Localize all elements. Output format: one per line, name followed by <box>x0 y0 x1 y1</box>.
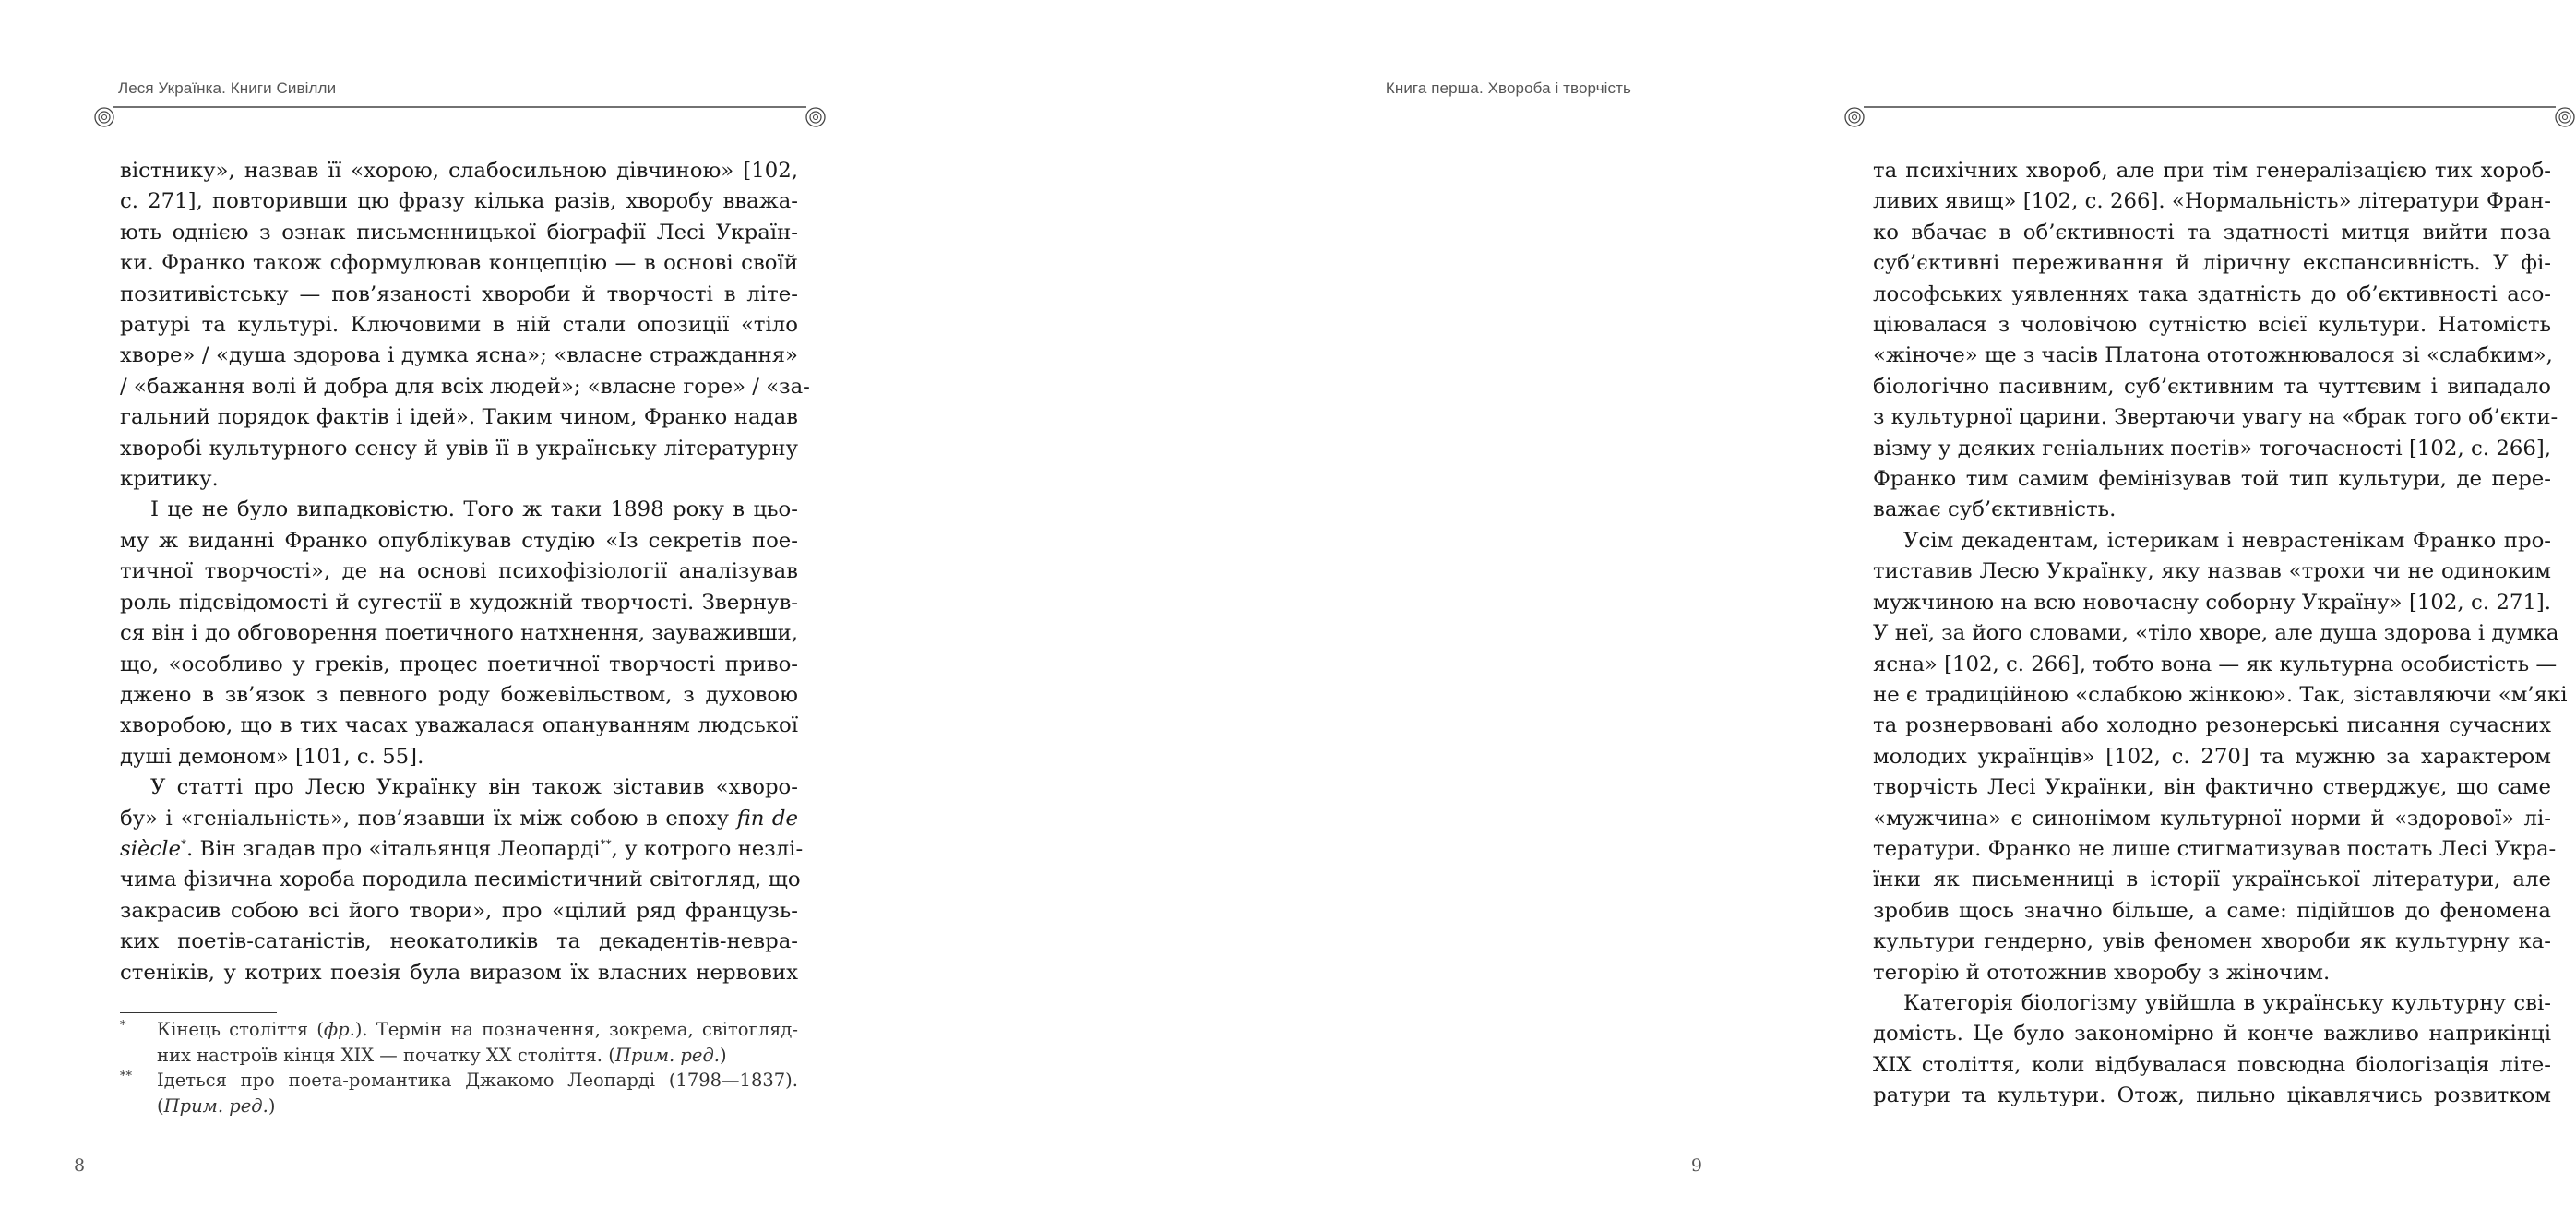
body-text-right <box>1873 156 2568 1112</box>
text-line: У неї, за його словами, «тіло хворе, але душа здорова і думка <box>1873 621 2559 646</box>
text-line: ратури та культури. Отож, пильно цікавлячись розвитком <box>1873 1083 2551 1108</box>
right-page <box>886 0 2568 1220</box>
text-line: хворобі культурного сенсу й увів її в українську літературну <box>120 436 798 460</box>
running-head-right: Книга перша. Хвороба і творчість <box>1385 79 1631 97</box>
text-line: роль підсвідомості й сугестії в художній творчості. Звернув- <box>120 590 798 615</box>
text-line: та психічних хвороб, але при тім генералізацією тих хороб- <box>1873 159 2551 183</box>
ornamental-rule-left <box>93 104 827 128</box>
text-line: ясна» [102, с. 266], тобто вона — як культурна особистість — <box>1873 652 2558 676</box>
footnote-1: * Кінець століття (фр.). Термін на позначення, зокрема, світогляд- <box>120 1019 799 1040</box>
footnote-2: ** Ідеться про поета-романтика Джакомо Леопарді (1798—1837). <box>120 1070 798 1091</box>
text-line: «жіноче» ще з часів Платона ототожнювалося зі «слабким», <box>1873 343 2553 368</box>
footnote-1-cont: них настроїв кінця XIX — початку XX століття. (Прим. ред.) <box>157 1044 727 1066</box>
text-line: Усім декадентам, істерикам і неврастенікам Франко про- <box>1903 528 2551 553</box>
ornamental-rule-right <box>1843 104 2576 128</box>
text-line: закрасив собою всі його твори», про «цілий ряд французь- <box>120 898 798 923</box>
text-line: му ж виданні Франко опублікував студію «Із секретів пое- <box>120 528 798 553</box>
text-line: тегорію й ототожнив хворобу з жіночим. <box>1873 960 2331 985</box>
text-line: XIX століття, коли відбувалася повсюдна біологізація літе- <box>1873 1052 2551 1077</box>
text-line: «мужчина» є синонімом культурної норми й «здорової» лі- <box>1873 806 2551 831</box>
text-line: ся він і до обговорення поетичного натхнення, зауваживши, <box>120 621 798 646</box>
text-line: стеніків, у котрих поезія була виразом їх власних нервових <box>120 960 798 985</box>
text-line: тиставив Лесю Українку, яку назвав «трохи чи не одиноким <box>1873 559 2551 584</box>
text-line: душі демоном» [101, с. 55]. <box>120 744 424 769</box>
running-head-left: Леся Українка. Книги Сивілли <box>118 79 337 97</box>
text-line: що, «особливо у греків, процес поетичної творчості приво- <box>120 652 798 676</box>
text-line: з культурної царини. Звертаючи увагу на «брак того об’єкти- <box>1873 405 2558 430</box>
text-line: ють однією з ознак письменницької біографії Лесі Україн- <box>120 220 798 245</box>
text-line: хворобою, що в тих часах уважалася опануванням людської <box>120 713 798 738</box>
text-line: зробив щось значно більше, а саме: підійшов до феномена <box>1873 898 2551 923</box>
text-line: вістнику», назвав її «хорою, слабосильною дівчиною» [102, <box>120 159 798 183</box>
text-line: У статті про Лесю Українку він також зіставив «хворо- <box>150 775 798 800</box>
text-line: молодих українців» [102, с. 270] та мужню за характером <box>1873 744 2551 769</box>
left-page <box>0 0 886 1220</box>
text-line: siècle*. Він згадав про «італьянця Леопарді**, у котрого незлі- <box>120 836 804 861</box>
text-line: домість. Це було закономірно й конче важливо наприкінці <box>1873 1022 2551 1047</box>
page-number-right: 9 <box>1690 1155 1702 1176</box>
text-line: позитивістську — пов’язаності хвороби й творчості в літе- <box>120 281 798 306</box>
text-line: ратурі та культурі. Ключовими в ній стали опозиції «тіло <box>120 313 798 338</box>
text-line: та рознервовані або холодно резонерські писання сучасних <box>1873 713 2551 738</box>
footnote-divider <box>120 1012 277 1013</box>
text-line: Категорія біологізму увійшла в українську культурну сві- <box>1903 990 2551 1015</box>
footnote-2-cont: (Прим. ред.) <box>157 1094 276 1117</box>
spiral-rule-icon <box>1843 104 2576 128</box>
text-line: с. 271], повторивши цю фразу кілька разів, хворобу вважа- <box>120 189 798 214</box>
text-line: бу» і «геніальність», пов’язавши їх між собою в епоху fin de <box>120 806 799 831</box>
text-line: культури гендерно, увів феномен хвороби як культурну ка- <box>1873 929 2551 954</box>
text-line: ки. Франко також сформулював концепцію — в основі своїй <box>120 251 798 276</box>
text-line: гальний порядок фактів і ідей». Таким чином, Франко надав <box>120 405 798 430</box>
text-line: критику. <box>120 467 219 492</box>
footnotes <box>120 1017 798 1118</box>
text-line: ких поетів-сатаністів, неокатоликів та декадентів-невра- <box>120 929 798 954</box>
text-line: їнки як письменниці в історії української літератури, але <box>1873 867 2551 892</box>
text-line: хворе» / «душа здорова і думка ясна»; «власне страждання» <box>120 343 798 368</box>
text-line: ціювалася з чоловічою сутністю всієї культури. Натомість <box>1873 313 2551 338</box>
spiral-rule-icon <box>93 104 827 128</box>
text-line: чима фізична хороба породила песимістичний світогляд, що <box>120 867 801 892</box>
text-line: Франко тим самим фемінізував той тип культури, де пере- <box>1873 467 2551 492</box>
text-line: важає суб’єктивність. <box>1873 497 2117 522</box>
text-line: біологічно пасивним, суб’єктивним та чуттєвим і випадало <box>1873 374 2551 399</box>
text-line: / «бажання волі й добра для всіх людей»; «власне горе» / «за- <box>120 374 810 399</box>
text-line: ко вбачає в об’єктивності та здатності митця вийти поза <box>1873 220 2551 245</box>
body-text-left <box>120 156 810 988</box>
text-line: не є традиційною «слабкою жінкою». Так, зіставляючи «м’які <box>1873 682 2568 707</box>
text-line: тичної творчості», де на основі психофізіології аналізував <box>120 559 798 584</box>
text-line: мужчиною на всю новочасну соборну Україну» [102, с. 271]. <box>1873 590 2551 615</box>
text-line: І це не було випадковістю. Того ж таки 1898 року в цьо- <box>150 497 798 522</box>
text-line: візму у деяких геніальних поетів» тогочасності [102, с. 266], <box>1873 436 2551 460</box>
page-number-left: 8 <box>74 1155 86 1176</box>
text-line: тератури. Франко не лише стигматизував постать Лесі Укра- <box>1873 836 2557 861</box>
text-line: ливих явищ» [102, с. 266]. «Нормальність» літератури Фран- <box>1873 189 2551 214</box>
text-line: джено в зв’язок з певного роду божевільством, з духовою <box>120 682 798 707</box>
text-line: лософських уявленнях така здатність до об’єктивності асо- <box>1873 281 2551 306</box>
text-line: суб’єктивні переживання й ліричну експансивність. У фі- <box>1873 251 2551 276</box>
text-line: творчість Лесі Українки, він фактично стверджує, що саме <box>1873 775 2551 800</box>
